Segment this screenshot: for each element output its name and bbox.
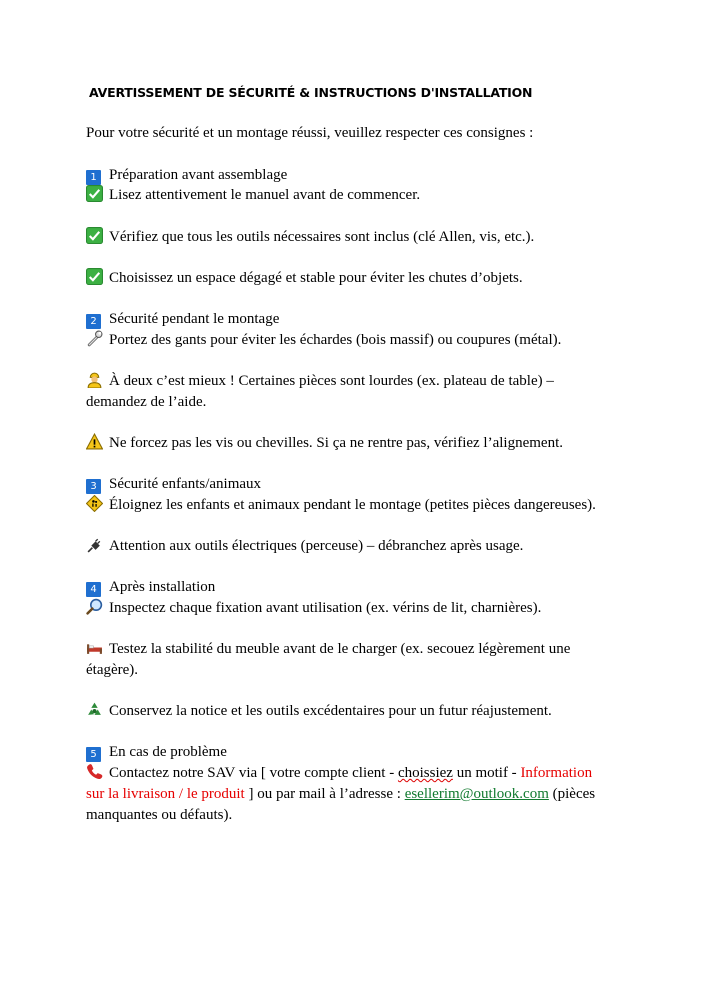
section-5-contact-line-1 [86, 763, 592, 783]
section-2-title: Sécurité pendant le montage [109, 311, 280, 327]
section-3-title: Sécurité enfants/animaux [109, 476, 262, 492]
section-2-item-1-text: Portez des gants pour éviter les échardes (bois massif) ou coupures (métal). [109, 332, 562, 348]
section-4-item-2-text: Testez la stabilité du meuble avant de le charger (ex. secouez légèrement une [109, 641, 571, 657]
email-link[interactable]: esellerim@outlook.com [404, 786, 549, 802]
section-2-item-3 [86, 433, 563, 453]
section-2-item-2-text: À deux c’est mieux ! Certaines pièces sont lourdes (ex. plateau de table) – [109, 373, 554, 389]
contact-text-3: ] ou par mail à l’adresse : [244, 786, 405, 802]
section-2-item-2 [86, 371, 554, 391]
section-1-item-3-text: Choisissez un espace dégagé et stable pour éviter les chutes d’objets. [109, 270, 523, 286]
number-4-badge: 4 [86, 582, 101, 597]
section-1-title: Préparation avant assemblage [109, 167, 288, 183]
section-3-item-1 [86, 495, 596, 515]
section-1-item-2 [86, 227, 534, 247]
number-2-badge: 2 [86, 314, 101, 329]
section-5-title: En cas de problème [109, 744, 227, 760]
section-4-item-1 [86, 598, 541, 618]
contact-text-4: (pièces [548, 786, 596, 802]
number-5-badge: 5 [86, 747, 101, 762]
section-2-item-1 [86, 330, 561, 350]
check-icon [86, 227, 103, 244]
section-4-item-3 [86, 701, 552, 721]
contact-text-2: un motif - [452, 765, 521, 781]
check-icon [86, 268, 103, 285]
section-1-item-1-text: Lisez attentivement le manuel avant de commencer. [109, 187, 421, 203]
recycle-icon [86, 701, 103, 718]
section-5-contact-line-2 [86, 784, 595, 804]
section-3-item-2 [86, 536, 523, 556]
section-1-item-3 [86, 268, 523, 288]
contact-red-text-1: Information [520, 765, 593, 781]
section-2-item-2-cont: demandez de l’aide. [86, 394, 207, 410]
magnifier-icon [86, 598, 103, 615]
section-4-item-3-text: Conservez la notice et les outils excédentaires pour un futur réajustement. [109, 703, 552, 719]
section-4-title: Après installation [109, 579, 216, 595]
section-5-contact-line-3: manquantes ou défauts). [86, 807, 233, 823]
section-4-item-1-text: Inspectez chaque fixation avant utilisation (ex. vérins de lit, charnières). [109, 600, 542, 616]
check-icon [86, 185, 103, 202]
section-4-heading [86, 577, 215, 597]
wrench-icon [86, 330, 103, 347]
section-2-item-3-text: Ne forcez pas les vis ou chevilles. Si ça ne rentre pas, vérifiez l’alignement. [109, 435, 563, 451]
intro-text: Pour votre sécurité et un montage réussi, veuillez respecter ces consignes : [86, 125, 534, 141]
section-4-item-2 [86, 639, 570, 659]
contact-misspelled-word: choissiez [397, 765, 453, 781]
number-3-badge: 3 [86, 479, 101, 494]
section-2-heading [86, 309, 279, 329]
contact-red-text-2: sur la livraison / le produit [86, 786, 245, 802]
children-crossing-icon [86, 495, 103, 512]
electric-plug-icon [86, 536, 103, 553]
warning-icon [86, 433, 103, 450]
section-3-item-2-text: Attention aux outils électriques (perceuse) – débranchez après usage. [109, 538, 524, 554]
section-4-item-2-cont: étagère). [86, 662, 139, 678]
bed-icon [86, 639, 103, 656]
section-5-heading [86, 742, 227, 762]
section-1-item-1 [86, 185, 420, 205]
document-title: AVERTISSEMENT DE SÉCURITÉ & INSTRUCTIONS D'INSTALLATION [89, 85, 533, 100]
number-1-badge: 1 [86, 170, 101, 185]
section-3-item-1-text: Éloignez les enfants et animaux pendant le montage (petites pièces dangereuses). [109, 497, 596, 513]
worker-icon [86, 371, 103, 388]
section-3-heading [86, 474, 261, 494]
section-1-item-2-text: Vérifiez que tous les outils nécessaires sont inclus (clé Allen, vis, etc.). [109, 229, 535, 245]
section-1-heading [86, 165, 287, 185]
contact-text-1: Contactez notre SAV via [ votre compte client - [109, 765, 398, 781]
phone-icon [86, 763, 103, 780]
